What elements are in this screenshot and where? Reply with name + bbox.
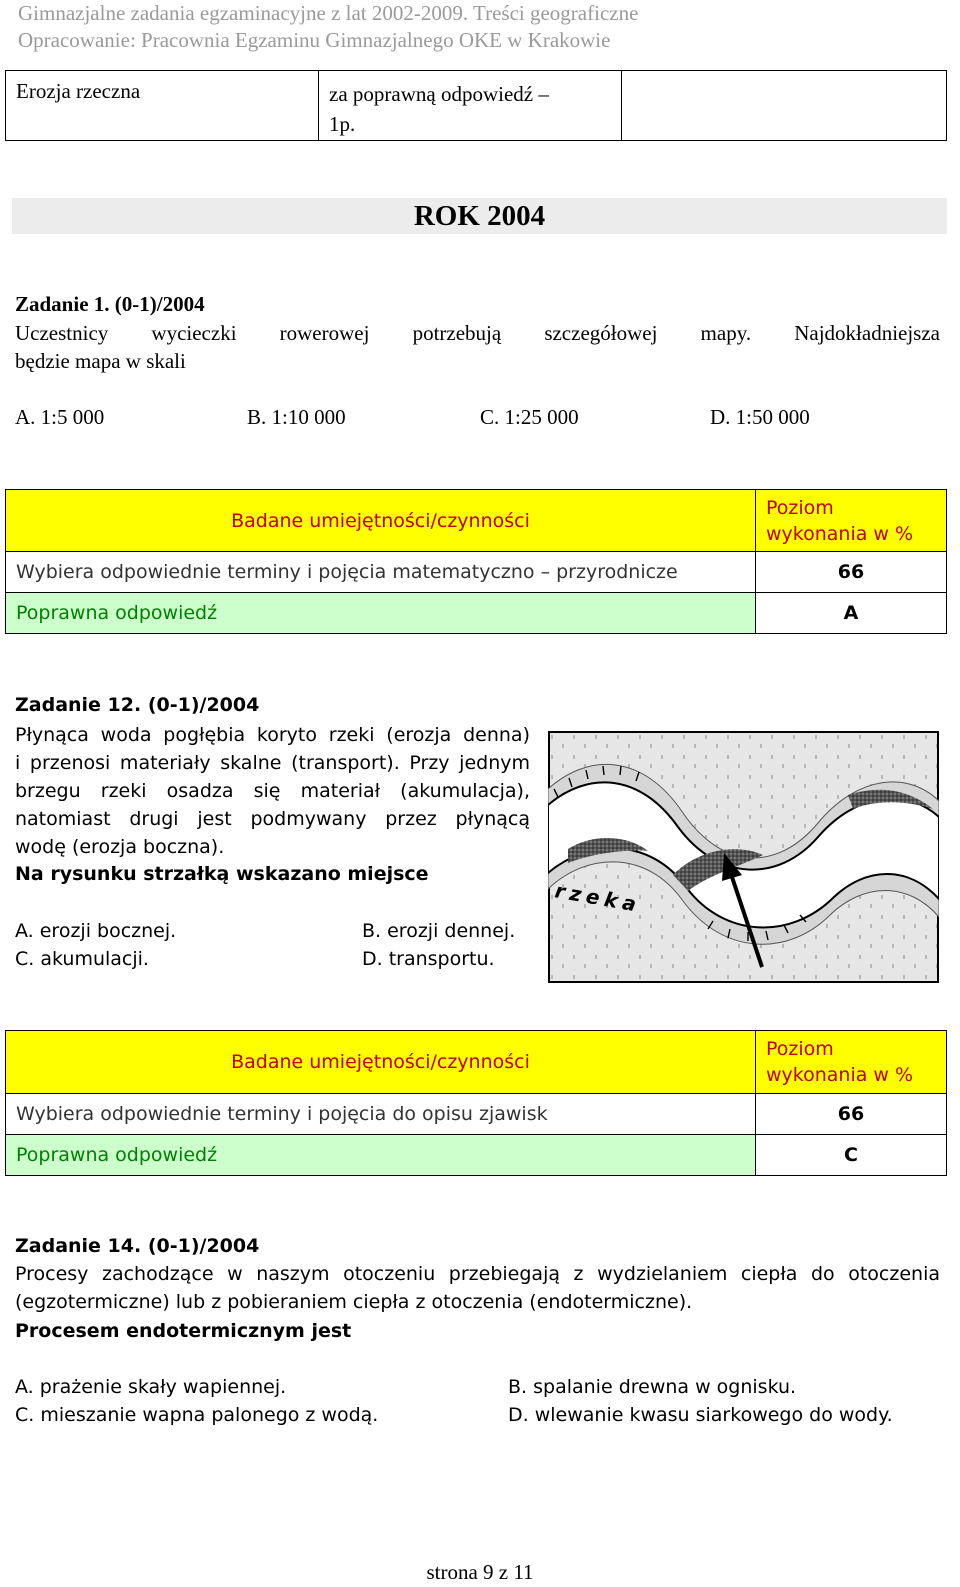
task1-text: Uczestnicy wycieczki rowerowej potrzebują szczegółowej mapy. Najdokładniejsza xyxy=(15,321,940,345)
header-title: Gimnazjalne zadania egzaminacyjne z lat 2002-2009. Treści geograficzne xyxy=(18,1,639,25)
task14-text: Procesy zachodzące w naszym otoczeniu przebiegają z wydzielaniem ciepła do otoczenia xyxy=(15,1263,940,1285)
task14-option-b: B. spalanie drewna w ognisku. xyxy=(508,1376,797,1398)
top-table-scoring: za poprawną odpowiedź – 1p. xyxy=(319,71,622,141)
task12-text: Płynąca woda pogłębia koryto rzeki (erozja denna) i przenosi materiały skalne (transport). Przy jednym brzegu rzeki osadza się materiał (akumulacja), natomiast drugi jest podmywany przez płynącą wodę (erozja boczna). xyxy=(15,724,530,858)
top-table-empty xyxy=(622,71,947,141)
answer-value: C xyxy=(756,1135,947,1176)
task14-option-a: A. prażenie skały wapiennej. xyxy=(15,1376,287,1398)
task12-option-a: A. erozji bocznej. xyxy=(15,920,177,942)
river-label: rzeka xyxy=(553,878,643,918)
task1-option-b: B. 1:10 000 xyxy=(247,405,346,429)
answer-label: Poprawna odpowiedź xyxy=(6,593,756,634)
task12-option-b: B. erozji dennej. xyxy=(362,920,516,942)
answer-value: A xyxy=(756,593,947,634)
top-table-topic: Erozja rzeczna xyxy=(6,71,319,141)
task14-title: Zadanie 14. (0-1)/2004 xyxy=(15,1235,260,1257)
task12-option-d: D. transportu. xyxy=(362,948,495,970)
task12-option-c: C. akumulacji. xyxy=(15,948,149,970)
skills-header: Badane umiejętności/czynności xyxy=(6,490,756,552)
answer-label: Poprawna odpowiedź xyxy=(6,1135,756,1176)
task14-option-d: D. wlewanie kwasu siarkowego do wody. xyxy=(508,1404,893,1426)
task12-question: Na rysunku strzałką wskazano miejsce xyxy=(15,863,429,885)
task14-question: Procesem endotermicznym jest xyxy=(15,1320,352,1342)
skill-description: Wybiera odpowiednie terminy i pojęcia matematyczno – przyrodnicze xyxy=(6,552,756,593)
task1-option-c: C. 1:25 000 xyxy=(480,405,579,429)
page-number: strona 9 z 11 xyxy=(426,1560,534,1584)
task1-option-d: D. 1:50 000 xyxy=(710,405,810,429)
task14-option-c: C. mieszanie wapna palonego z wodą. xyxy=(15,1404,379,1426)
task1-text-cont: będzie mapa w skali xyxy=(15,349,186,373)
level-value: 66 xyxy=(756,552,947,593)
level-value: 66 xyxy=(756,1094,947,1135)
skills-header: Badane umiejętności/czynności xyxy=(6,1031,756,1094)
year-heading: ROK 2004 xyxy=(12,198,947,234)
task1-option-a: A. 1:5 000 xyxy=(15,405,105,429)
task12-title: Zadanie 12. (0-1)/2004 xyxy=(15,694,260,716)
river-figure xyxy=(548,731,939,983)
task12-skills-table xyxy=(5,1030,947,1176)
header-subtitle: Opracowanie: Pracownia Egzaminu Gimnazjalnego OKE w Krakowie xyxy=(18,28,611,52)
level-header: Poziom wykonania w % xyxy=(756,1031,947,1094)
task14-text-cont: (egzotermiczne) lub z pobieraniem ciepła z otoczenia (endotermiczne). xyxy=(15,1291,693,1313)
top-table xyxy=(5,70,947,141)
task1-title: Zadanie 1. (0-1)/2004 xyxy=(15,292,205,316)
level-header: Poziom wykonania w % xyxy=(756,490,947,552)
task1-skills-table xyxy=(5,489,947,634)
skill-description: Wybiera odpowiednie terminy i pojęcia do opisu zjawisk xyxy=(6,1094,756,1135)
